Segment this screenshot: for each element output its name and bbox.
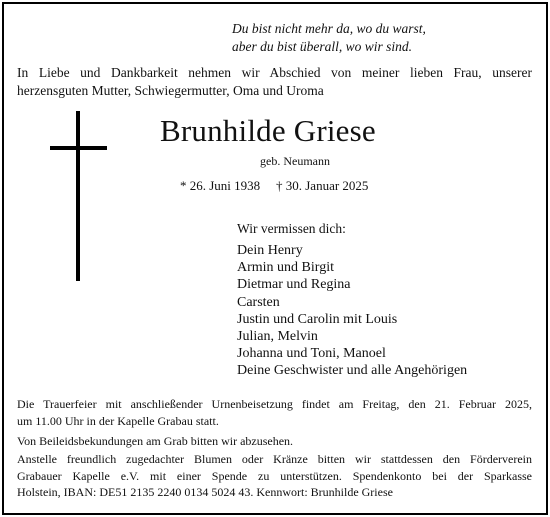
funeral-notice	[17, 396, 532, 429]
maiden-name: geb. Neumann	[260, 154, 330, 168]
donation-notice	[17, 451, 532, 501]
cross-icon-bar	[50, 146, 107, 150]
mourner-item: Dein Henry	[237, 243, 303, 258]
mourner-item: Julian, Melvin	[237, 329, 318, 345]
deceased-name: Brunhilde Griese	[160, 113, 376, 148]
mourner-item: Carsten	[237, 294, 280, 310]
donation-line-1: Anstelle freundlich zugedachter Blumen oder Kränze bitten wir stattdessen den Förderverein	[17, 452, 532, 466]
donation-line-2: Grabauer Kapelle e.V. mit einer Spende zu unterstützen. Spendenkonto bei der Sparkasse	[17, 468, 532, 483]
intro-line-2: herzensguten Mutter, Schwiegermutter, Oma und Uroma	[17, 83, 324, 98]
cross-icon	[76, 111, 80, 281]
birth-date: * 26. Juni 1938	[180, 178, 261, 193]
death-date: † 30. Januar 2025	[276, 178, 369, 193]
intro-text	[17, 64, 532, 100]
mourner-item: Justin und Carolin mit Louis	[237, 311, 398, 327]
mourners-heading: Wir vermissen dich:	[237, 221, 346, 236]
funeral-line-1: Die Trauerfeier mit anschließender Urnenbeisetzung findet am Freitag, den 21. Februar 2025,	[17, 397, 532, 411]
poem-line-2: aber du bist überall, wo wir sind.	[232, 39, 413, 54]
donation-line-3: Holstein, IBAN: DE51 2135 2240 0134 5024 43. Kennwort: Brunhilde Griese	[17, 485, 393, 499]
mourner-item: Deine Geschwister und alle Angehörigen	[237, 363, 468, 379]
intro-line-1: In Liebe und Dankbarkeit nehmen wir Abschied von meiner lieben Frau, unserer	[17, 65, 532, 80]
mourner-item: Armin und Birgit	[237, 260, 334, 276]
condolence-notice: Von Beileidsbekundungen am Grab bitten wir abzusehen.	[17, 434, 294, 448]
mourners-list	[237, 242, 467, 380]
mourner-item: Dietmar und Regina	[237, 277, 351, 293]
poem-line-1: Du bist nicht mehr da, wo du warst,	[232, 21, 426, 36]
funeral-line-2: um 11.00 Uhr in der Kapelle Grabau statt.	[17, 413, 219, 428]
mourner-item: Johanna und Toni, Manoel	[237, 346, 386, 362]
